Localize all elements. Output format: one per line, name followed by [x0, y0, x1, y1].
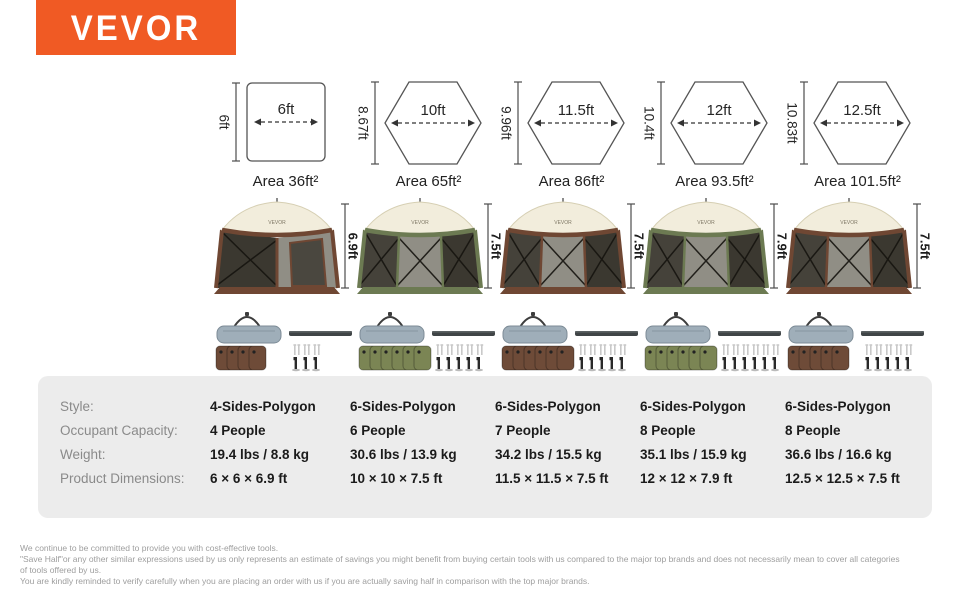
- spec-value: 6-Sides-Polygon: [785, 399, 891, 414]
- shape-width-label: 10ft: [420, 102, 446, 119]
- gazebo-image: [500, 196, 647, 298]
- accessories-image: [500, 300, 643, 372]
- spec-value: 35.1 lbs / 15.9 kg: [640, 447, 747, 462]
- accessories-image: [786, 300, 929, 372]
- spec-value: 4-Sides-Polygon: [210, 399, 316, 414]
- spec-value: 6-Sides-Polygon: [350, 399, 456, 414]
- gazebo-image: [357, 196, 504, 298]
- spec-value: 8 People: [640, 423, 696, 438]
- product-column: [641, 70, 790, 380]
- gazebo-image: [214, 196, 361, 298]
- disclaimer-line: You are kindly reminded to verify carefully when you are placing an order with us if you are actually saving half in comparison with the top major brands.: [20, 576, 590, 586]
- footprint-diagram: [357, 78, 500, 170]
- shape-width-label: 12.5ft: [843, 102, 881, 119]
- canopy-roof: [508, 202, 618, 235]
- stakes-icon: [578, 344, 626, 371]
- roof-logo-text: VEVOR: [697, 220, 715, 226]
- spec-row-label: Product Dimensions:: [60, 471, 185, 486]
- product-column: [355, 70, 504, 380]
- product-column: [784, 70, 933, 380]
- pole-bar-icon: [432, 331, 495, 336]
- base-skirt: [214, 287, 340, 294]
- spec-value: 6-Sides-Polygon: [495, 399, 601, 414]
- tent-height-label: 7.5ft: [917, 232, 933, 260]
- shape-side-length-label: 8.67ft: [355, 106, 371, 140]
- canopy-roof: [794, 202, 904, 235]
- tent-height-label: 7.5ft: [631, 232, 647, 260]
- roof-logo-text: VEVOR: [411, 220, 429, 226]
- spec-table: [38, 376, 932, 518]
- canopy-roof: [651, 202, 761, 235]
- shape-width-label: 12ft: [706, 102, 732, 119]
- stakes-icon: [292, 344, 320, 371]
- footprint-diagram: [500, 78, 643, 170]
- spec-row-label: Weight:: [60, 447, 106, 462]
- sandbags-icon: [788, 346, 849, 370]
- sandbags-icon: [645, 346, 717, 370]
- spec-value: 6 People: [350, 423, 406, 438]
- pole-bar-icon: [718, 331, 781, 336]
- carry-bag-icon: [360, 312, 424, 343]
- area-label: Area 101.5ft²: [814, 173, 901, 190]
- spec-value: 10 × 10 × 7.5 ft: [350, 471, 443, 486]
- shape-width-label: 6ft: [277, 101, 295, 118]
- canopy-roof: [222, 202, 332, 235]
- disclaimer-text: [20, 543, 960, 587]
- area-label: Area 36ft²: [252, 173, 319, 190]
- product-column: [498, 70, 647, 380]
- spec-value: 12.5 × 12.5 × 7.5 ft: [785, 471, 900, 486]
- sandbags-icon: [359, 346, 431, 370]
- spec-value: 30.6 lbs / 13.9 kg: [350, 447, 457, 462]
- spec-value: 4 People: [210, 423, 266, 438]
- carry-bag-icon: [503, 312, 567, 343]
- roof-logo-text: VEVOR: [554, 220, 572, 226]
- spec-row-label: Style:: [60, 399, 94, 414]
- accessories-image: [214, 300, 357, 372]
- gazebo-image: [786, 196, 933, 298]
- tent-height-label: 7.9ft: [774, 232, 790, 260]
- disclaimer-line: We continue to be committed to provide you with cost-effective tools.: [20, 543, 279, 553]
- base-skirt: [643, 287, 769, 294]
- area-label: Area 93.5ft²: [675, 173, 754, 190]
- sandbags-icon: [502, 346, 574, 370]
- base-skirt: [786, 287, 912, 294]
- spec-value: 7 People: [495, 423, 551, 438]
- disclaimer-line: "Save Half"or any other similar expressions used by us only represents an estimate of savings you might benefit from buying certain tools with us compared to the major top brands and does not necessarily mean to cover all categories: [20, 554, 900, 564]
- product-column: [214, 70, 361, 380]
- tent-height-label: 7.5ft: [488, 232, 504, 260]
- stakes-icon: [721, 344, 779, 371]
- accessories-image: [643, 300, 786, 372]
- roof-logo-text: VEVOR: [268, 220, 286, 226]
- base-skirt: [357, 287, 483, 294]
- canopy-roof: [365, 202, 475, 235]
- roof-logo-text: VEVOR: [840, 220, 858, 226]
- brand-logo-text: VEVOR: [70, 7, 202, 48]
- spec-value: 12 × 12 × 7.9 ft: [640, 471, 733, 486]
- stakes-icon: [435, 344, 483, 371]
- footprint-diagram: [214, 78, 357, 170]
- base-skirt: [500, 287, 626, 294]
- area-label: Area 86ft²: [538, 173, 605, 190]
- carry-bag-icon: [646, 312, 710, 343]
- spec-value: 6-Sides-Polygon: [640, 399, 746, 414]
- carry-bag-icon: [789, 312, 853, 343]
- spec-value: 6 × 6 × 6.9 ft: [210, 471, 288, 486]
- spec-value: 19.4 lbs / 8.8 kg: [210, 447, 310, 462]
- footprint-diagram: [786, 78, 929, 170]
- stakes-icon: [864, 344, 912, 371]
- shape-side-length-label: 10.4ft: [641, 106, 657, 140]
- sandbags-icon: [216, 346, 266, 370]
- pole-bar-icon: [289, 331, 352, 336]
- shape-side-length-label: 10.83ft: [784, 102, 800, 144]
- spec-row-label: Occupant Capacity:: [60, 423, 178, 438]
- shape-side-length-label: 9.96ft: [498, 106, 514, 140]
- spec-value: 11.5 × 11.5 × 7.5 ft: [495, 471, 609, 486]
- pole-bar-icon: [575, 331, 638, 336]
- door-opening: [290, 239, 326, 286]
- spec-value: 36.6 lbs / 16.6 kg: [785, 447, 892, 462]
- spec-value: 34.2 lbs / 15.5 kg: [495, 447, 602, 462]
- spec-value: 8 People: [785, 423, 841, 438]
- carry-bag-icon: [217, 312, 281, 343]
- accessories-image: [357, 300, 500, 372]
- shape-side-length-label: 6ft: [216, 114, 232, 130]
- tent-height-label: 6.9ft: [345, 232, 361, 260]
- footprint-diagram: [643, 78, 786, 170]
- pole-bar-icon: [861, 331, 924, 336]
- brand-logo: [36, 0, 236, 55]
- shape-width-label: 11.5ft: [557, 102, 595, 119]
- area-label: Area 65ft²: [395, 173, 462, 190]
- disclaimer-line: of tools offered by us.: [20, 565, 102, 575]
- gazebo-image: [643, 196, 790, 298]
